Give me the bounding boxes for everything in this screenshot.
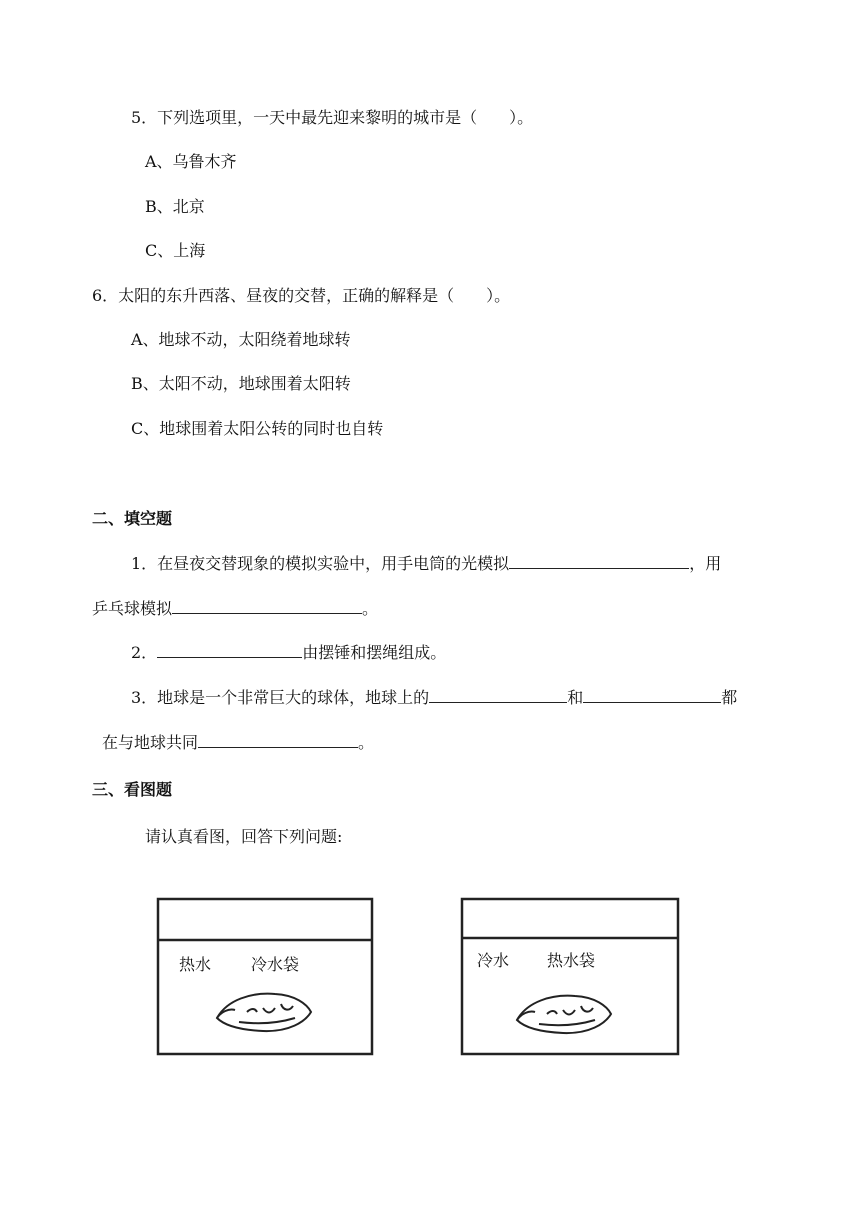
figure-right-label-water: 冷水 [477,951,510,970]
figure-left [155,896,375,1058]
q6-option-c: C、地球围着太阳公转的同时也自转 [131,419,384,438]
q6-option-b: B、太阳不动，地球围着太阳转 [131,374,351,393]
q5-stem: 5．下列选项里，一天中最先迎来黎明的城市是（ ）。 [131,108,534,127]
section-2-title: 二、填空题 [92,509,173,528]
q5-option-b: B、北京 [145,197,205,216]
fill-q3-line1 [131,686,737,709]
fill-q1-line2 [92,597,378,620]
fill-q1-text-d: 。 [362,599,379,618]
section-3-prompt: 请认真看图，回答下列问题: [145,827,343,846]
water-bag-icon [517,996,611,1033]
fill-q3-text-e: 。 [358,733,375,752]
q5-option-a: A、乌鲁木齐 [145,152,237,171]
fill-q2-text: 由摆锤和摆绳组成。 [302,643,447,662]
fill-q3-text-c: 都 [721,688,738,707]
fill-q3-blank-2[interactable] [583,686,721,703]
fill-q3-blank-1[interactable] [429,686,567,703]
fill-q1-line1 [131,552,721,575]
fill-q3-text-a: 3．地球是一个非常巨大的球体，地球上的 [131,688,430,707]
fill-q3-text-d: 在与地球共同 [102,733,199,752]
fill-q2-line [131,641,446,664]
q6-option-a: A、地球不动，太阳绕着地球转 [131,330,351,349]
q6-stem: 6．太阳的东升西落、昼夜的交替，正确的解释是（ ）。 [92,286,511,305]
fill-q2-number: 2． [131,643,158,662]
fill-q1-text-a: 1．在昼夜交替现象的模拟实验中，用手电筒的光模拟 [131,554,510,573]
figure-right-label-bag: 热水袋 [547,951,596,970]
fill-q3-line2 [102,731,374,754]
figure-left-label-water: 热水 [179,955,212,974]
fill-q3-blank-3[interactable] [198,731,358,748]
section-3-title: 三、看图题 [92,780,173,799]
water-bag-icon [217,994,311,1031]
fill-q1-text-c: 乒乓球模拟 [92,599,173,618]
q5-option-c: C、上海 [145,241,206,260]
fill-q1-blank-2[interactable] [172,597,362,614]
fill-q1-text-b: ，用 [689,554,722,573]
figure-left-label-bag: 冷水袋 [251,955,300,974]
fill-q3-text-b: 和 [567,688,584,707]
fill-q2-blank[interactable] [157,641,302,658]
figure-right [459,896,681,1058]
fill-q1-blank-1[interactable] [509,552,689,569]
